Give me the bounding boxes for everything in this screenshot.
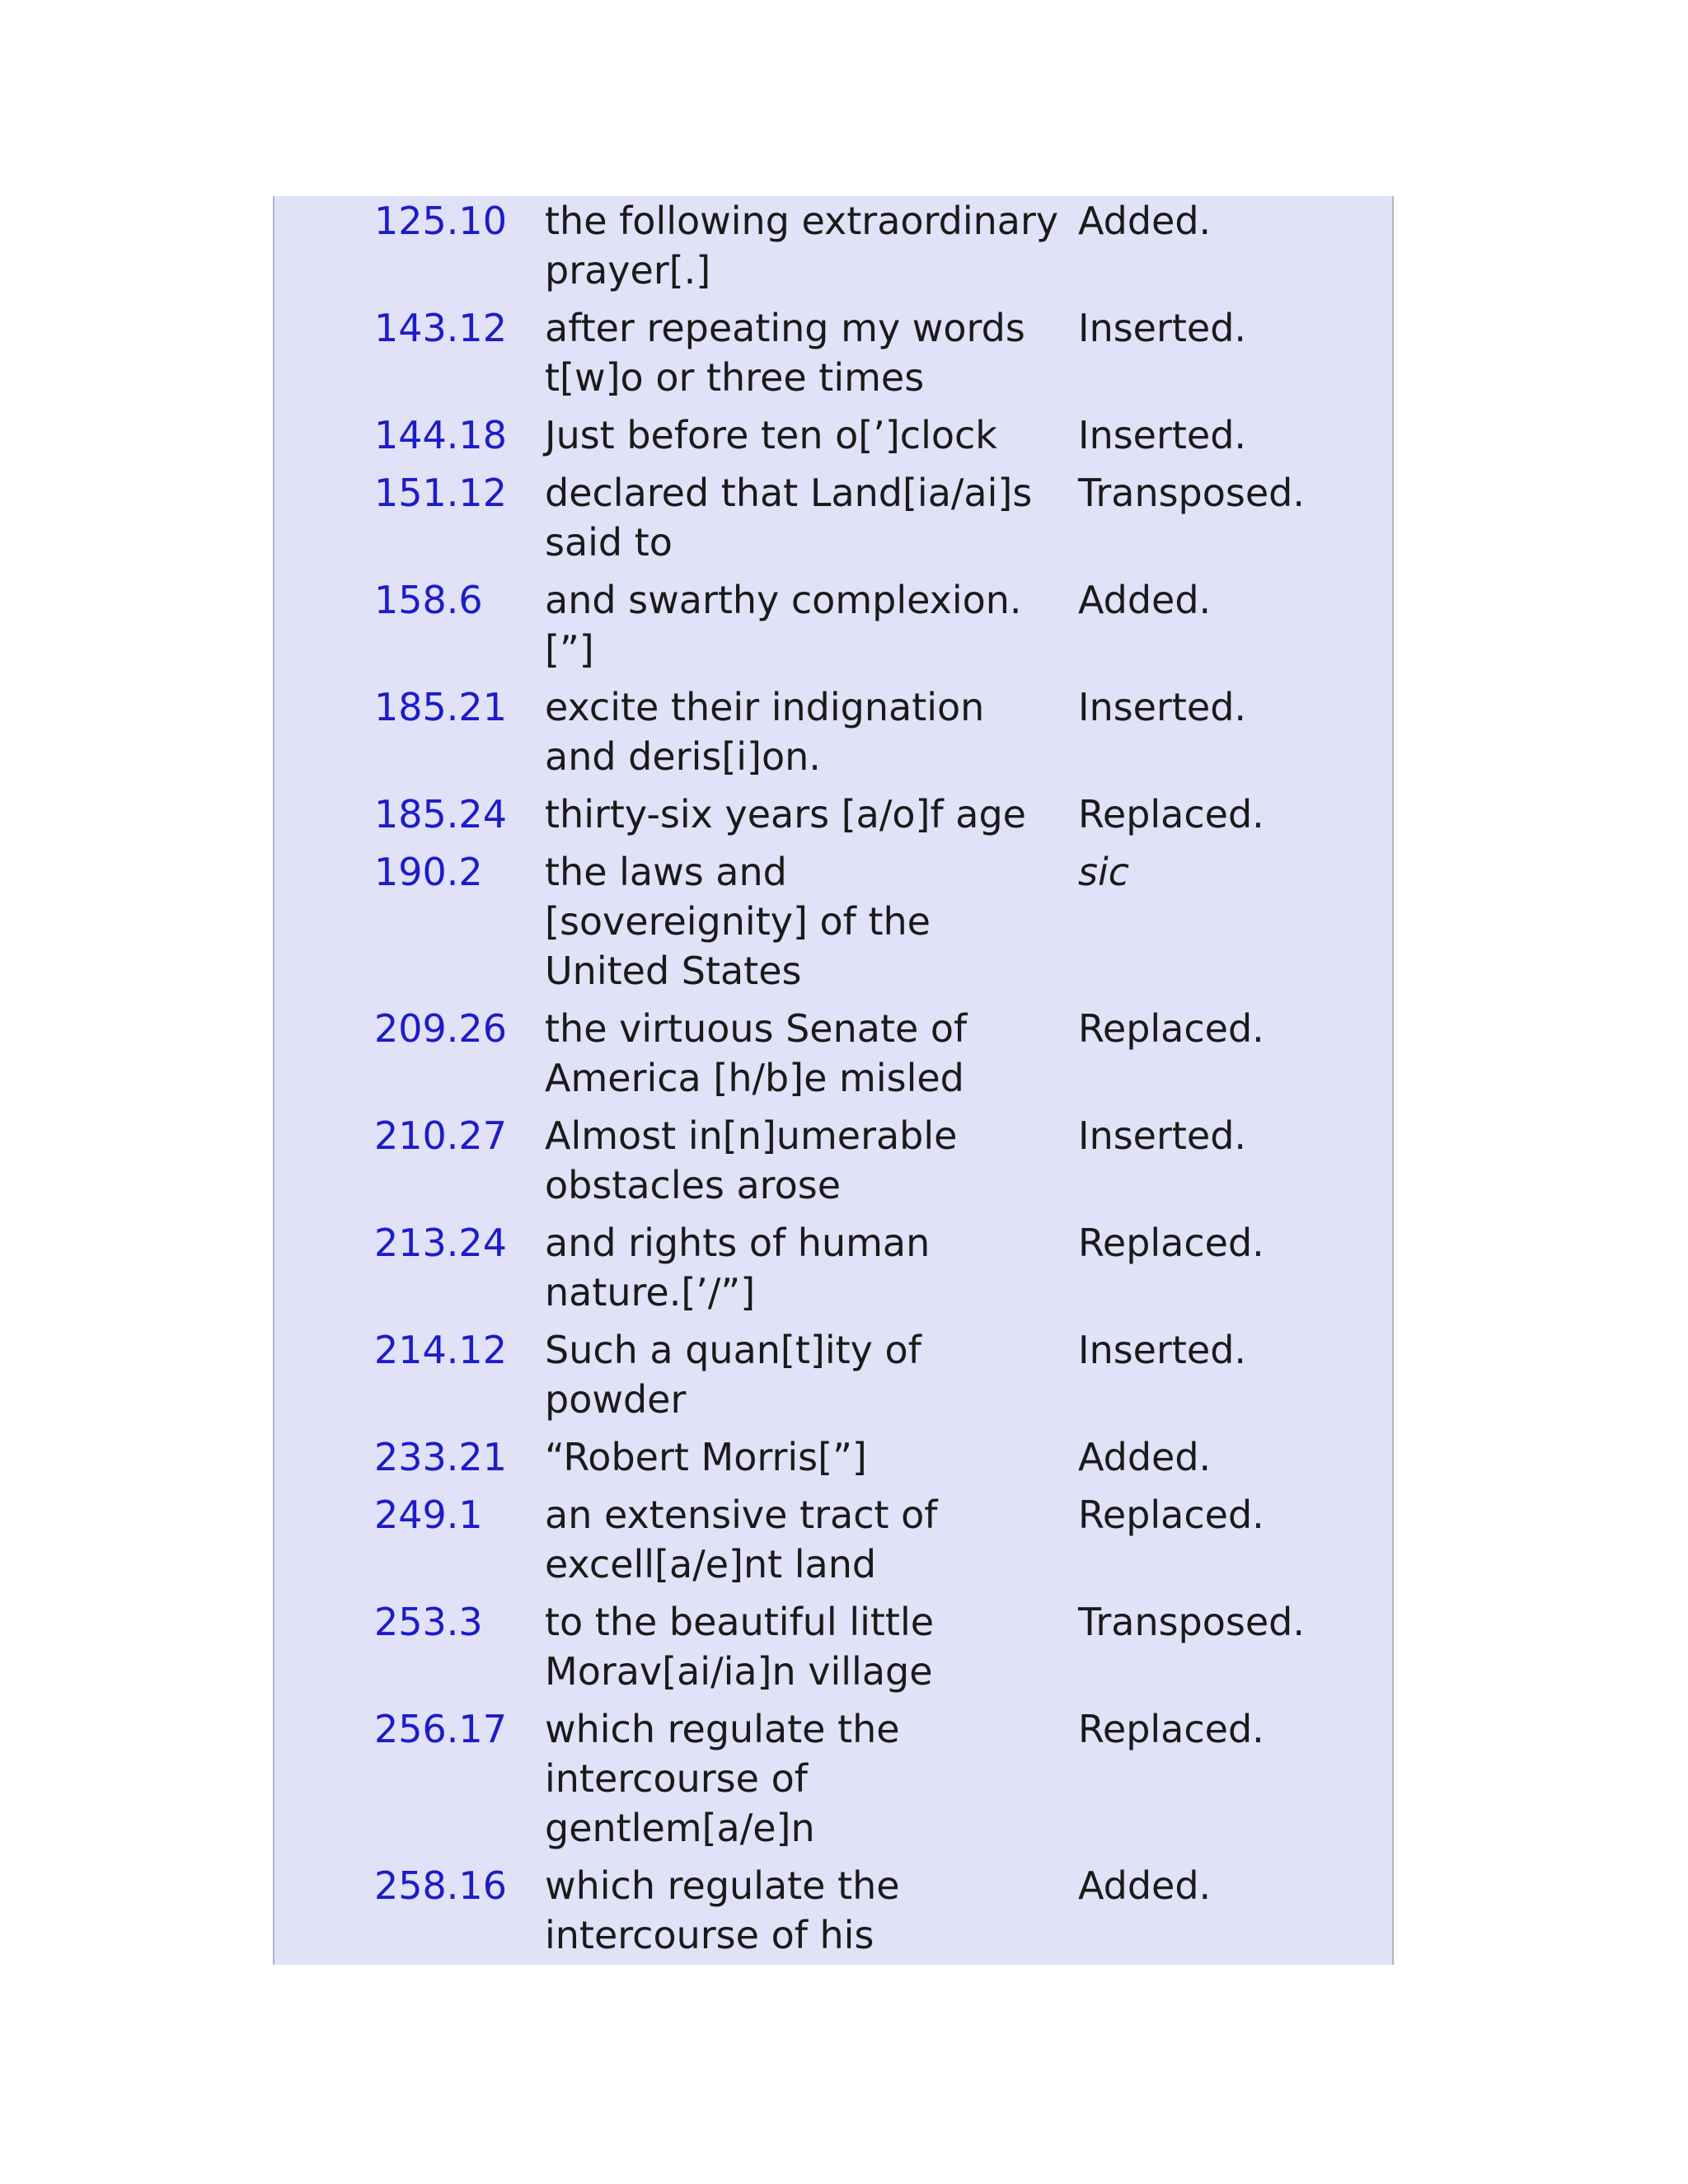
correction-note: sic xyxy=(1078,850,1130,894)
original-text xyxy=(545,1111,957,1210)
original-text-line: and swarthy complexion. xyxy=(545,578,1022,622)
original-text-line: thirty-six years [a/o]f age xyxy=(545,792,1026,837)
page-line-reference-link[interactable]: 143.12 xyxy=(374,306,507,350)
page-line-reference-link[interactable]: 125.10 xyxy=(374,199,507,243)
page-line-reference-link[interactable]: 185.21 xyxy=(374,685,507,729)
page-line-reference-link[interactable]: 151.12 xyxy=(374,471,507,515)
correction-note: Inserted. xyxy=(1078,1328,1247,1372)
correction-note: Replaced. xyxy=(1078,1707,1264,1751)
correction-note: Replaced. xyxy=(1078,792,1264,837)
original-text-line: powder xyxy=(545,1377,687,1422)
correction-note: Inserted. xyxy=(1078,413,1247,457)
original-text-line: the laws and xyxy=(545,850,787,894)
original-text-line: Morav[ai/ia]n village xyxy=(545,1649,933,1694)
correction-note: Inserted. xyxy=(1078,1113,1247,1158)
original-text-line: the following extraordinary xyxy=(545,199,1059,243)
page-line-reference-link[interactable]: 185.24 xyxy=(374,792,507,837)
correction-note: Replaced. xyxy=(1078,1006,1264,1051)
corrections-table xyxy=(273,196,1394,1965)
original-text-line: excite their indignation xyxy=(545,685,985,729)
original-text-line: prayer[.] xyxy=(545,248,711,293)
original-text-line: America [h/b]e misled xyxy=(545,1056,964,1100)
original-text-line: after repeating my words xyxy=(545,306,1025,350)
original-text xyxy=(545,1704,900,1853)
original-text xyxy=(545,1490,938,1589)
correction-note: Inserted. xyxy=(1078,306,1247,350)
original-text xyxy=(545,1218,930,1317)
page-line-reference-link[interactable]: 190.2 xyxy=(374,850,483,894)
page-line-reference-link[interactable]: 214.12 xyxy=(374,1328,507,1372)
original-text-line: Just before ten o[’]clock xyxy=(545,413,997,457)
original-text xyxy=(545,1004,967,1103)
original-text-line: Almost in[n]umerable xyxy=(545,1113,958,1158)
page-line-reference-link[interactable]: 249.1 xyxy=(374,1493,483,1537)
correction-note: Replaced. xyxy=(1078,1221,1264,1265)
original-text-line: said to xyxy=(545,520,673,565)
page-line-reference-link[interactable]: 258.16 xyxy=(374,1863,507,1908)
original-text-line: gentlem[a/e]n xyxy=(545,1806,815,1850)
original-text-line: obstacles arose xyxy=(545,1163,841,1207)
correction-note: Replaced. xyxy=(1078,1493,1264,1537)
original-text-line: an extensive tract of xyxy=(545,1493,938,1537)
original-text xyxy=(545,847,931,996)
original-text-line: and deris[i]on. xyxy=(545,734,821,779)
original-text-line: Such a quan[t]ity of xyxy=(545,1328,921,1372)
original-text-line: which regulate the xyxy=(545,1707,900,1751)
original-text-line: excell[a/e]nt land xyxy=(545,1542,877,1586)
original-text xyxy=(545,410,997,460)
original-text-line: intercourse of xyxy=(545,1756,808,1801)
original-text-line: and rights of human xyxy=(545,1221,931,1265)
original-text xyxy=(545,790,1026,839)
original-text xyxy=(545,1325,921,1424)
original-text-line: [”] xyxy=(545,627,594,672)
original-text-line: t[w]o or three times xyxy=(545,355,925,400)
original-text xyxy=(545,1861,900,1960)
original-text xyxy=(545,196,1058,295)
original-text-line: United States xyxy=(545,949,802,993)
page-line-reference-link[interactable]: 210.27 xyxy=(374,1113,507,1158)
page-line-reference-link[interactable]: 253.3 xyxy=(374,1600,483,1644)
correction-note: Inserted. xyxy=(1078,685,1247,729)
page-line-reference-link[interactable]: 213.24 xyxy=(374,1221,507,1265)
page-line-reference-link[interactable]: 209.26 xyxy=(374,1006,507,1051)
correction-note: Added. xyxy=(1078,578,1212,622)
page-line-reference-link[interactable]: 233.21 xyxy=(374,1435,507,1479)
correction-note: Transposed. xyxy=(1078,1600,1305,1644)
original-text xyxy=(545,1432,867,1482)
page-line-reference-link[interactable]: 256.17 xyxy=(374,1707,507,1751)
original-text xyxy=(545,682,984,781)
correction-note: Transposed. xyxy=(1078,471,1305,515)
original-text-line: the virtuous Senate of xyxy=(545,1006,968,1051)
original-text-line: “Robert Morris[”] xyxy=(545,1435,867,1479)
correction-note: Added. xyxy=(1078,199,1212,243)
original-text-line: declared that Land[ia/ai]s xyxy=(545,471,1033,515)
original-text xyxy=(545,1597,934,1696)
page-line-reference-link[interactable]: 158.6 xyxy=(374,578,483,622)
original-text-line: nature.[’/”] xyxy=(545,1270,756,1315)
correction-note: Added. xyxy=(1078,1435,1212,1479)
original-text-line: intercourse of his xyxy=(545,1913,874,1957)
original-text-line: [sovereignity] of the xyxy=(545,899,931,944)
original-text-line: to the beautiful little xyxy=(545,1600,935,1644)
original-text xyxy=(545,303,1025,402)
original-text xyxy=(545,468,1032,567)
correction-note: Added. xyxy=(1078,1863,1212,1908)
page-line-reference-link[interactable]: 144.18 xyxy=(374,413,507,457)
original-text xyxy=(545,575,1022,674)
original-text-line: which regulate the xyxy=(545,1863,900,1908)
